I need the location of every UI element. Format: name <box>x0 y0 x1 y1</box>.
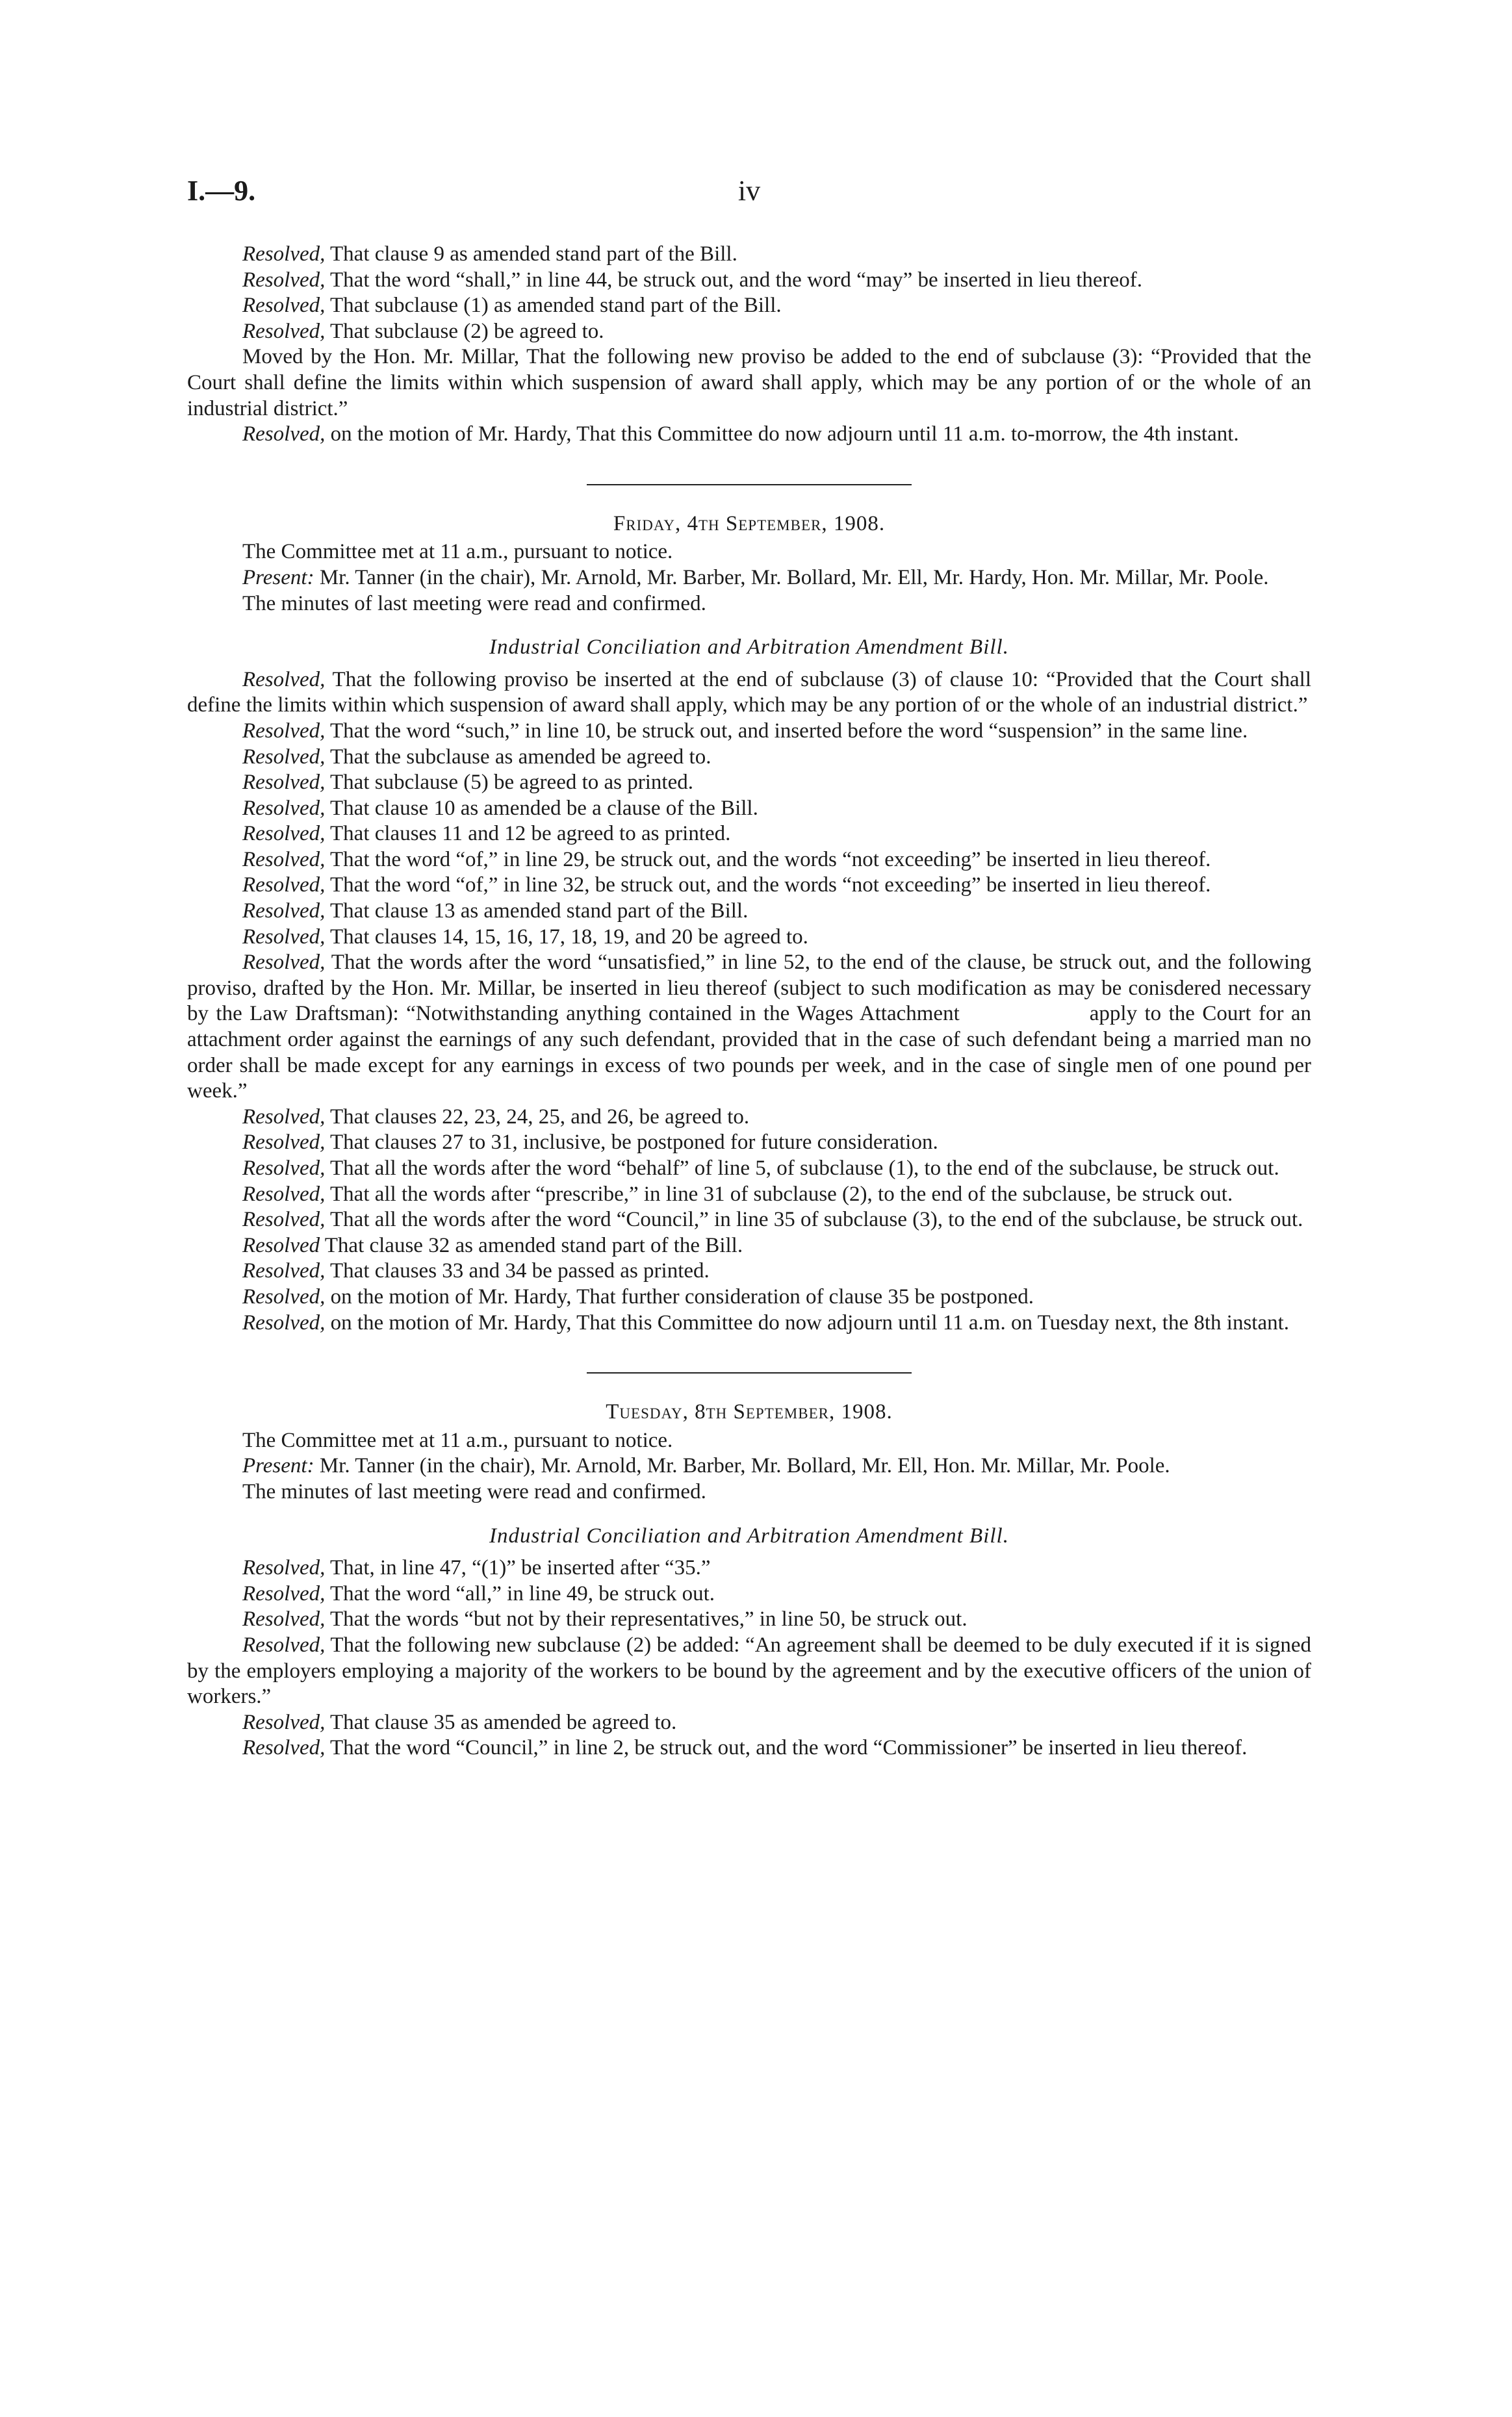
motion: Moved by the Hon. Mr. Millar, That the following new proviso be added to the end of subclause (3): “Provided that the Court shall define the limits within which suspension of award shall apply, which may be any portion of or the whole of an industrial district.” <box>187 345 1311 420</box>
resolution <box>187 950 1311 1105</box>
resolved-label: Resolved, <box>242 899 326 923</box>
resolution <box>187 847 1311 873</box>
resolution-text: That, in line 47, “(1)” be inserted after “35.” <box>330 1556 711 1580</box>
resolution-text: That the word “such,” in line 10, be struck out, and inserted before the word “suspension” in the same line. <box>330 719 1248 743</box>
resolved-label: Resolved, <box>242 873 326 897</box>
resolution <box>187 1581 1311 1607</box>
resolved-label: Resolved, <box>242 1157 326 1180</box>
page-header <box>187 174 1311 226</box>
resolved-label: Resolved, <box>242 951 326 975</box>
resolution-text: on the motion of Mr. Hardy, That further consideration of clause 35 be postponed. <box>330 1285 1034 1309</box>
meeting-notice: The Committee met at 11 a.m., pursuant to notice. <box>242 1428 673 1452</box>
resolved-label: Resolved, <box>242 268 326 292</box>
resolution <box>187 422 1311 448</box>
paper-reference: I.—9. <box>187 175 256 207</box>
page-number: iv <box>737 175 761 207</box>
resolved-label: Resolved, <box>242 719 326 743</box>
resolution-text: on the motion of Mr. Hardy, That this Committee do now adjourn until 11 a.m. to-morrow, the 4th instant. <box>330 422 1239 446</box>
resolved-label: Resolved <box>242 1233 320 1257</box>
resolution-text-continued: apply to the Court for an attachment order against the earnings of any such defendant, provided that in the case of such defendant being a married man no order shall be made except for any earnings in excess of two pounds per week, and in the case of single men of one pound per week.” <box>187 1002 1312 1103</box>
resolved-label: Resolved, <box>242 1131 326 1155</box>
resolved-label: Resolved, <box>242 1208 326 1232</box>
meeting-notice: The Committee met at 11 a.m., pursuant to notice. <box>242 540 673 564</box>
resolution <box>187 1311 1311 1336</box>
section-divider <box>587 1372 912 1374</box>
resolution-text: That clause 10 as amended be a clause of the Bill. <box>330 796 758 820</box>
resolution <box>187 770 1311 796</box>
resolution <box>187 1207 1311 1233</box>
meeting-date: Friday, 4th September, 1908. <box>613 511 886 535</box>
resolution-text: That clauses 33 and 34 be passed as printed. <box>330 1259 710 1283</box>
resolution <box>187 796 1311 822</box>
resolved-label: Resolved, <box>242 1633 326 1657</box>
minutes-note: The minutes of last meeting were read and confirmed. <box>242 1479 706 1503</box>
resolution-text: That the word “of,” in line 32, be struck out, and the words “not exceeding” be inserted in lieu thereof. <box>330 873 1211 897</box>
resolution-text: That clauses 14, 15, 16, 17, 18, 19, and 20 be agreed to. <box>330 925 808 949</box>
meeting-date: Tuesday, 8th September, 1908. <box>606 1400 893 1424</box>
resolved-label: Resolved, <box>242 925 326 949</box>
resolved-label: Resolved, <box>242 847 326 871</box>
resolution-text: That clause 35 as amended be agreed to. <box>330 1710 677 1734</box>
resolution <box>187 925 1311 951</box>
resolution-text: That the words after the word “unsatisfied,” in line 52, to the end of the clause, be struck out, and the following proviso, drafted by the Hon. Mr. Millar, be inserted in lieu thereof (subject to such modification as may be conisdered necessary by the Law Draftsman): “Notwithstanding anything contained in the Wages Attachment <box>187 951 1311 1026</box>
resolved-label: Resolved, <box>242 1285 326 1309</box>
resolution-text: That subclause (5) be agreed to as printed. <box>330 771 693 795</box>
attendance-list: Mr. Tanner (in the chair), Mr. Arnold, Mr. Barber, Mr. Bollard, Mr. Ell, Hon. Mr. Millar, Mr. Poole. <box>319 1454 1170 1478</box>
resolution <box>187 1710 1311 1736</box>
resolved-label: Resolved, <box>242 822 326 846</box>
resolution-text: That the following new subclause (2) be added: “An agreement shall be deemed to be duly executed if it is signed by the employers employing a majority of the workers to be bound by the agreement and by the executive officers of the union of workers.” <box>187 1633 1311 1709</box>
resolved-label: Resolved, <box>242 1182 326 1206</box>
resolved-label: Resolved, <box>242 242 326 266</box>
resolution <box>187 745 1311 771</box>
resolved-label: Resolved, <box>242 745 326 769</box>
resolved-label: Resolved, <box>242 1736 326 1760</box>
resolution <box>187 719 1311 745</box>
section-divider <box>587 484 912 485</box>
attendance <box>187 565 1311 591</box>
resolution <box>187 268 1311 294</box>
attendance-list: Mr. Tanner (in the chair), Mr. Arnold, Mr. Barber, Mr. Bollard, Mr. Ell, Mr. Hardy, Hon. Mr. Millar, Mr. Poole. <box>319 565 1269 589</box>
resolution <box>187 1182 1311 1208</box>
resolution-text: That all the words after the word “behalf” of line 5, of subclause (1), to the end of the subclause, be struck out. <box>330 1157 1279 1180</box>
resolution <box>187 899 1311 925</box>
resolution-text: That the word “of,” in line 29, be struck out, and the words “not exceeding” be inserted in lieu thereof. <box>330 847 1211 871</box>
attendance <box>187 1453 1311 1479</box>
resolution <box>187 1735 1311 1761</box>
resolved-label: Resolved, <box>242 294 326 318</box>
resolution-text: That clauses 27 to 31, inclusive, be postponed for future consideration. <box>330 1131 938 1155</box>
resolution-text: That the following proviso be inserted at the end of subclause (3) of clause 10: “Provided that the Court shall define the limits within which suspension of award shall apply, which may be any portion of or the whole of an industrial district.” <box>187 667 1311 717</box>
resolved-label: Resolved, <box>242 1556 326 1580</box>
resolution-text: That the subclause as amended be agreed to. <box>330 745 711 769</box>
resolution-text: That clause 32 as amended stand part of the Bill. <box>324 1233 743 1257</box>
resolution-text: That the word “all,” in line 49, be struck out. <box>330 1581 715 1605</box>
resolution-text: That all the words after the word “Council,” in line 35 of subclause (3), to the end of the subclause, be struck out. <box>330 1208 1303 1232</box>
resolution-text: That all the words after “prescribe,” in line 31 of subclause (2), to the end of the subclause, be struck out. <box>330 1182 1233 1206</box>
resolved-label: Resolved, <box>242 1581 326 1605</box>
resolution <box>187 1105 1311 1131</box>
resolved-label: Resolved, <box>242 1710 326 1734</box>
resolution <box>187 873 1311 899</box>
resolution <box>187 1285 1311 1311</box>
resolved-label: Resolved, <box>242 1259 326 1283</box>
resolved-label: Resolved, <box>242 1105 326 1129</box>
resolution <box>187 1607 1311 1633</box>
resolution-text: on the motion of Mr. Hardy, That this Committee do now adjourn until 11 a.m. on Tuesday next, the 8th instant. <box>330 1311 1290 1335</box>
resolution <box>187 293 1311 319</box>
resolution-text: That subclause (1) as amended stand part of the Bill. <box>330 294 782 318</box>
resolution-text: That clause 13 as amended stand part of the Bill. <box>330 899 749 923</box>
present-label: Present: <box>242 565 314 589</box>
resolution <box>187 1130 1311 1156</box>
resolution <box>187 1156 1311 1182</box>
resolution-text: That clauses 11 and 12 be agreed to as printed. <box>330 822 731 846</box>
resolved-label: Resolved, <box>242 319 326 343</box>
resolved-label: Resolved, <box>242 1607 326 1631</box>
resolution <box>187 1555 1311 1581</box>
resolution-text: That the word “Council,” in line 2, be struck out, and the word “Commissioner” be inserted in lieu thereof. <box>330 1736 1248 1760</box>
resolution <box>187 1259 1311 1285</box>
resolution <box>187 319 1311 345</box>
resolved-label: Resolved, <box>242 1311 326 1335</box>
resolution <box>187 667 1311 719</box>
resolved-label: Resolved, <box>242 667 326 691</box>
present-label: Present: <box>242 1454 314 1478</box>
bill-title: Industrial Conciliation and Arbitration Amendment Bill. <box>489 1524 1009 1548</box>
resolution-text: That the word “shall,” in line 44, be struck out, and the word “may” be inserted in lieu thereof. <box>330 268 1142 292</box>
document-body <box>187 242 1311 1761</box>
bill-title: Industrial Conciliation and Arbitration Amendment Bill. <box>489 635 1009 659</box>
resolution-text: That clauses 22, 23, 24, 25, and 26, be agreed to. <box>330 1105 750 1129</box>
resolved-label: Resolved, <box>242 422 326 446</box>
resolution <box>187 1233 1311 1259</box>
resolution-text: That subclause (2) be agreed to. <box>330 319 604 343</box>
resolution <box>187 1633 1311 1710</box>
resolution-text: That the words “but not by their representatives,” in line 50, be struck out. <box>330 1607 967 1631</box>
resolution <box>187 821 1311 847</box>
resolved-label: Resolved, <box>242 796 326 820</box>
minutes-note: The minutes of last meeting were read and confirmed. <box>242 591 706 615</box>
resolution-text: That clause 9 as amended stand part of the Bill. <box>330 242 737 266</box>
resolution <box>187 242 1311 268</box>
resolved-label: Resolved, <box>242 771 326 795</box>
